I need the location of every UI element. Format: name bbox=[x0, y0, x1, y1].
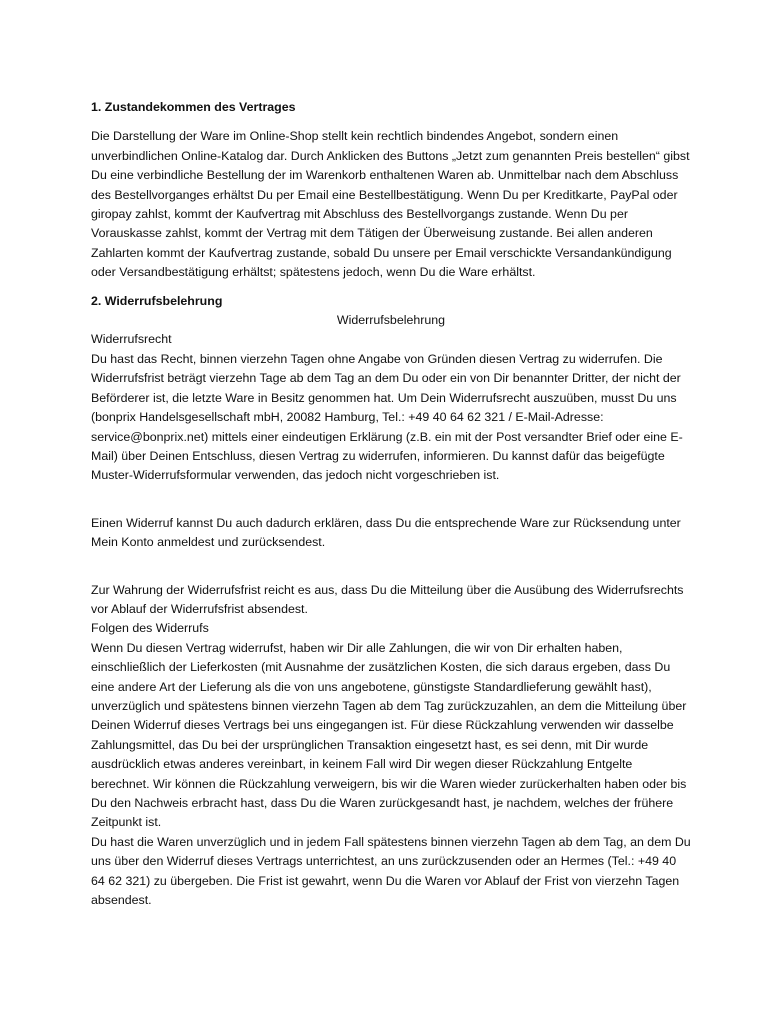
withdrawal-title: Widerrufsbelehrung bbox=[336, 313, 446, 328]
section-heading-contract: 1. Zustandekommen des Vertrages bbox=[91, 100, 296, 114]
paragraph-return-goods: Du hast die Waren unverzüglich und in jedem Fall spätestens binnen vierzehn Tagen ab dem Tag, an dem Du uns über den Widerruf dieses Vertrags unterrichtest, an uns zurückzusenden oder an Hermes (Tel.: +49 40 64 62 321) zu übergeben. Die Frist ist gewahrt, wenn Du die Waren vor Ablauf der Frist von vierzehn Tagen absendest. bbox=[91, 834, 691, 908]
paragraph-withdrawal-account: Einen Widerruf kannst Du auch dadurch erklären, dass Du die entsprechende Ware zur Rücksendung unter Mein Konto anmeldest und zurücksendest. bbox=[91, 515, 681, 550]
paragraph-contract-formation: Die Darstellung der Ware im Online-Shop stellt kein rechtlich bindendes Angebot, sondern einen unverbindlichen Online-Katalog dar. Durch Anklicken des Buttons „Jetzt zum genannten Preis bestellen“ gibst Du eine verbindliche Bestellung der im Warenkorb enthaltenen Waren ab. Unmittelbar nach dem Abschluss des Bestellvorganges erhältst Du per Email eine Bestellbestätigung. Wenn Du per Kreditkarte, PayPal oder giropay zahlst, kommt der Kaufvertrag mit Abschluss des Bestellvorgangs zustande. Wenn Du per Vorauskasse zahlst, kommt der Vertrag mit dem Tätigen der Überweisung zustande. Bei allen anderen Zahlarten kommt der Kaufvertrag zustande, sobald Du unsere per Email verschickte Versandankündigung oder Versandbestätigung erhältst; spätestens jedoch, wenn Du die Ware erhältst. bbox=[91, 129, 690, 280]
subheading-consequences: Folgen des Widerrufs bbox=[91, 621, 209, 636]
paragraph-withdrawal-deadline: Zur Wahrung der Widerrufsfrist reicht es aus, dass Du die Mitteilung über die Ausübung des Widerrufsrechts vor Ablauf der Widerrufsfrist absendest. bbox=[91, 582, 684, 616]
paragraph-consequences: Wenn Du diesen Vertrag widerrufst, haben wir Dir alle Zahlungen, die wir von Dir erhalten haben, einschließlich der Lieferkosten (mit Ausnahme der zusätzlichen Kosten, die sich daraus ergeben, dass Du eine andere Art der Lieferung als die von uns angebotene, günstigste Standardlieferung gewählt hast), unverzüglich und spätestens binnen vierzehn Tagen ab dem Tag zurückzuzahlen, an dem die Mitteilung über Deinen Widerruf dieses Vertrags bei uns eingegangen ist. Für diese Rückzahlung verwenden wir dasselbe Zahlungsmittel, das Du bei der ursprünglichen Transaktion eingesetzt hast, es sei denn, mit Dir wurde ausdrücklich etwas anderes vereinbart, in keinem Fall wird Dir wegen dieser Rückzahlung Entgelte berechnet. Wir können die Rückzahlung verweigern, bis wir die Waren wieder zurückerhalten haben oder bis Du den Nachweis erbracht hast, dass Du die Waren zurückgesandt hast, je nachdem, welches der frühere Zeitpunkt ist. bbox=[91, 640, 687, 830]
subheading-right-of-withdrawal: Widerrufsrecht bbox=[91, 332, 172, 347]
document-content bbox=[91, 98, 691, 910]
section-heading-withdrawal: 2. Widerrufsbelehrung bbox=[91, 293, 223, 308]
paragraph-right-of-withdrawal: Du hast das Recht, binnen vierzehn Tagen ohne Angabe von Gründen diesen Vertrag zu widerrufen. Die Widerrufsfrist beträgt vierzehn Tage ab dem Tag an dem Du oder ein von Dir benannter Dritter, der nicht der Beförderer ist, die letzte Ware in Besitz genommen hat. Um Dein Widerrufsrecht auszuüben, musst Du uns (bonprix Handelsgesellschaft mbH, 20082 Hamburg, Tel.: +49 40 64 62 321 / E-Mail-Adresse: service@bonprix.net) mittels einer eindeutigen Erklärung (z.B. ein mit der Post versandter Brief oder eine E-Mail) über Deinen Entschluss, diesen Vertrag zu widerrufen, informieren. Du kannst dafür das beigefügte Muster-Widerrufsformular verwenden, das jedoch nicht vorgeschrieben ist. bbox=[91, 351, 683, 483]
